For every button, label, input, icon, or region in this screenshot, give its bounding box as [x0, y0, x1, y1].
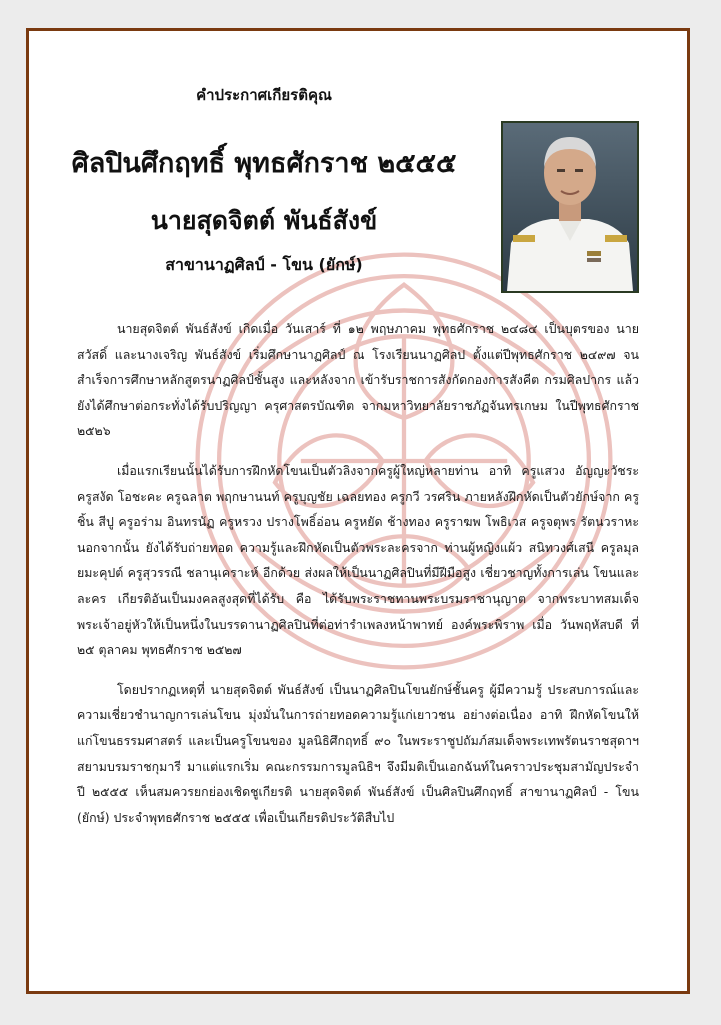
citation-paragraph: เมื่อแรกเรียนนั้นได้รับการฝึกหัดโขนเป็นตัวลิงจากครูผู้ใหญ่หลายท่าน อาทิ ครูแสวง อัญญะวัชระ ครูสงัด โอชะคะ ครูฉลาต พฤกษานนท์ ครูบุญชัย เฉลยทอง ครูกวี วรศริน ภายหลังฝึกหัดเป็นตัวยักษ์จาก ครูชิ้น สีปู ครูอร่าม อินทรนัฏ ครูหรวง ปรางโพธิ์อ่อน ครูหยัด ช้างทอง ครูราฆพ โพธิเวส ครูจตุพร รัตนวราหะ นอกจากนั้น ยังได้รับถ่ายทอด ความรู้และฝึกหัดเป็นตัวพระละครจาก ท่านผู้หญิงแผ้ว สนิทวงศ์เสนี ครูลมุล ยมะคุปต์ ครูสุวรรณี ชลานุเคราะห์ อีกด้วย ส่งผลให้เป็นนาฏศิลปินที่มีฝีมือสูง เชี่ยวชาญทั้งการเล่น โขนและละคร เกียรติอันเป็นมงคลสูงสุดที่ได้รับ คือ ได้รับพระราชทานพระบรมราชานุญาต จากพระบาทสมเด็จพระเจ้าอยู่หัวให้เป็นหนึ่งในบรรดานาฏศิลปินที่ต่อท่ารำเพลงหน้าพาทย์ องค์พระพิราพ เมื่อ วันพฤหัสบดี ที่ ๒๕ ตุลาคม พุทธศักราช ๒๕๒๗	[77, 462, 639, 658]
citation-body	[77, 316, 639, 844]
award-title: ศิลปินศึกฤทธิ์ พุทธศักราช ๒๕๕๕	[71, 148, 457, 179]
certificate-frame	[26, 28, 690, 994]
award-field: สาขานาฏศิลป์ - โขน (ยักษ์)	[165, 255, 363, 274]
citation-paragraph: นายสุดจิตต์ พันธ์สังข์ เกิดเมื่อ วันเสาร์ ที่ ๑๒ พฤษภาคม พุทธศักราช ๒๔๘๔ เป็นบุตรของ นายสวัสดิ์ และนางเจริญ พันธ์สังข์ เริ่มศึกษานาฏศิลป์ ณ โรงเรียนนาฏศิลป ตั้งแต่ปีพุทธศักราช ๒๔๙๗ จนสำเร็จการศึกษาหลักสูตรนาฏศิลป์ชั้นสูง และหลังจาก เข้ารับราชการสังกัดกองการสังคีต กรมศิลปากร แล้ว ยังได้ศึกษาต่อกระทั่งได้รับปริญญา ครุศาสตรบัณฑิต จากมหาวิทยาลัยราชภัฏจันทรเกษม ในปีพุทธศักราช ๒๕๒๖	[77, 321, 639, 439]
portrait-photo-icon	[503, 123, 637, 291]
honoree-name: นายสุดจิตต์ พันธ์สังข์	[150, 206, 378, 235]
citation-paragraph: โดยปรากฏเหตุที่ นายสุดจิตต์ พันธ์สังข์ เป็นนาฏศิลปินโขนยักษ์ชั้นครู ผู้มีความรู้ ประสบการณ์และความเชี่ยวชำนาญการเล่นโขน มุ่งมั่นในการถ่ายทอดความรู้แก่เยาวชน อย่างต่อเนื่อง อาทิ ฝึกหัดโขนให้แก่โขนธรรมศาสตร์ และเป็นครูโขนของ มูลนิธิศึกฤทธิ์ ๙๐ ในพระราชูปถัมภ์สมเด็จพระเทพรัตนราชสุดาฯ สยามบรมราชกุมารี มาแต่แรกเริ่ม คณะกรรมการมูลนิธิฯ จึงมีมติเป็นเอกฉันท์ในคราวประชุมสามัญประจำปี ๒๕๕๕ เห็นสมควรยกย่องเชิดชูเกียรติ นายสุดจิตต์ พันธ์สังข์ เป็นศิลปินศึกฤทธิ์ สาขานาฏศิลป์ - โขน (ยักษ์) ประจำพุทธศักราช ๒๕๕๕ เพื่อเป็นเกียรติประวัติสืบไป	[77, 681, 639, 825]
document-heading: คำประกาศเกียรติคุณ	[196, 86, 332, 104]
portrait-photo	[501, 121, 639, 293]
